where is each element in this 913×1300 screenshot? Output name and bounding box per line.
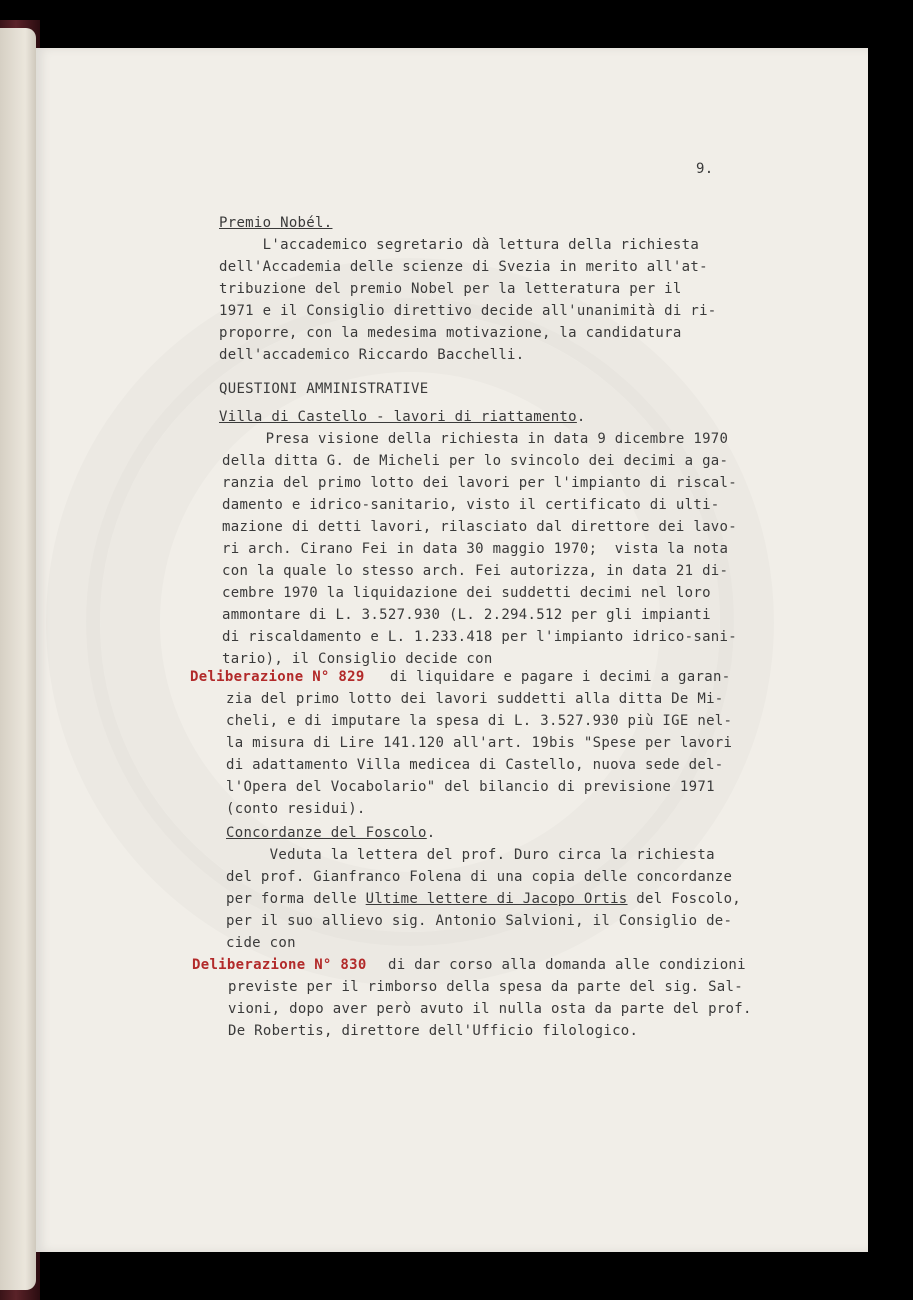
page-number: 9. (696, 161, 714, 177)
delib2-paragraph (228, 976, 752, 1042)
delib2-line: vioni, dopo aver però avuto il nulla osta da parte del prof. (228, 1001, 752, 1017)
villa-line: della ditta G. de Micheli per lo svincolo dei decimi a ga- (222, 453, 729, 469)
villa-line: cembre 1970 la liquidazione dei suddetti decimi nel loro (222, 585, 711, 601)
villa-line: di riscaldamento e L. 1.233.418 per l'impianto idrico-sani- (222, 629, 737, 645)
villa-line: con la quale lo stesso arch. Fei autorizza, in data 21 di- (222, 563, 729, 579)
ortis-title: Ultime lettere di Jacopo Ortis (365, 891, 628, 907)
delib1-line: di adattamento Villa medicea di Castello, nuova sede del- (226, 757, 724, 773)
questioni-heading: QUESTIONI AMMINISTRATIVE (219, 381, 429, 397)
foscolo-line-1: Veduta la lettera del prof. Duro circa la richiesta (226, 847, 715, 863)
delib1-first-line: di liquidare e pagare i decimi a garan- (390, 669, 731, 685)
delib1-paragraph (226, 688, 732, 820)
villa-line: ri arch. Cirano Fei in data 30 maggio 1970; vista la nota (222, 541, 729, 557)
villa-line: damento e idrico-sanitario, visto il certificato di ulti- (222, 497, 720, 513)
villa-line: ammontare di L. 3.527.930 (L. 2.294.512 per gli impianti (222, 607, 711, 623)
foscolo-line-3 (226, 888, 741, 910)
foscolo-heading-suffix: . (426, 825, 436, 841)
villa-line: ranzia del primo lotto dei lavori per l'impianto di riscal- (222, 475, 737, 491)
premio-line: 1971 e il Consiglio direttivo decide all'unanimità di ri- (219, 303, 717, 319)
left-page-edge (0, 28, 36, 1290)
premio-line: L'accademico segretario dà lettura della richiesta (219, 237, 700, 253)
villa-line: mazione di detti lavori, rilasciato dal direttore dei lavo- (222, 519, 737, 535)
villa-heading-text: Villa di Castello - lavori di riattamento (219, 409, 577, 425)
delib1-line: cheli, e di imputare la spesa di L. 3.527.930 più IGE nel- (226, 713, 733, 729)
villa-line: tario), il Consiglio decide con (222, 651, 493, 667)
document-page (36, 48, 868, 1252)
premio-line: dell'Accademia delle scienze di Svezia in merito all'at- (219, 259, 708, 275)
delib2-line: previste per il rimborso della spesa da parte del sig. Sal- (228, 979, 743, 995)
foscolo-line: per il suo allievo sig. Antonio Salvioni, il Consiglio de- (226, 913, 733, 929)
delib2-first-line: di dar corso alla domanda alle condizioni (388, 957, 746, 973)
villa-paragraph (222, 428, 737, 670)
delib2-line: De Robertis, direttore dell'Ufficio filologico. (228, 1023, 639, 1039)
delib1-line: zia del primo lotto dei lavori suddetti alla ditta De Mi- (226, 691, 724, 707)
deliberazione-829-label: Deliberazione N° 829 (190, 669, 365, 685)
premio-heading: Premio Nobél. (219, 215, 333, 231)
deliberazione-830-label: Deliberazione N° 830 (192, 957, 367, 973)
villa-heading-suffix: . (576, 409, 586, 425)
premio-line: tribuzione del premio Nobel per la letteratura per il (219, 281, 682, 297)
foscolo-heading-text: Concordanze del Foscolo (226, 825, 427, 841)
foscolo-paragraph-rest (226, 910, 732, 954)
delib1-line: l'Opera del Vocabolario" del bilancio di previsione 1971 (226, 779, 715, 795)
foscolo-heading (226, 822, 436, 844)
foscolo-line-2: del prof. Gianfranco Folena di una copia delle concordanze (226, 869, 733, 885)
villa-heading (219, 406, 586, 428)
delib1-line: (conto residui). (226, 801, 366, 817)
premio-line: dell'accademico Riccardo Bacchelli. (219, 347, 525, 363)
delib1-line: la misura di Lire 141.120 all'art. 19bis "Spese per lavori (226, 735, 733, 751)
foscolo-line: cide con (226, 935, 296, 951)
foscolo-line-3-post: del Foscolo, (627, 891, 742, 907)
premio-paragraph (219, 234, 717, 366)
foscolo-line-3-pre: per forma delle (226, 891, 366, 907)
villa-line: Presa visione della richiesta in data 9 dicembre 1970 (222, 431, 729, 447)
premio-line: proporre, con la medesima motivazione, la candidatura (219, 325, 682, 341)
